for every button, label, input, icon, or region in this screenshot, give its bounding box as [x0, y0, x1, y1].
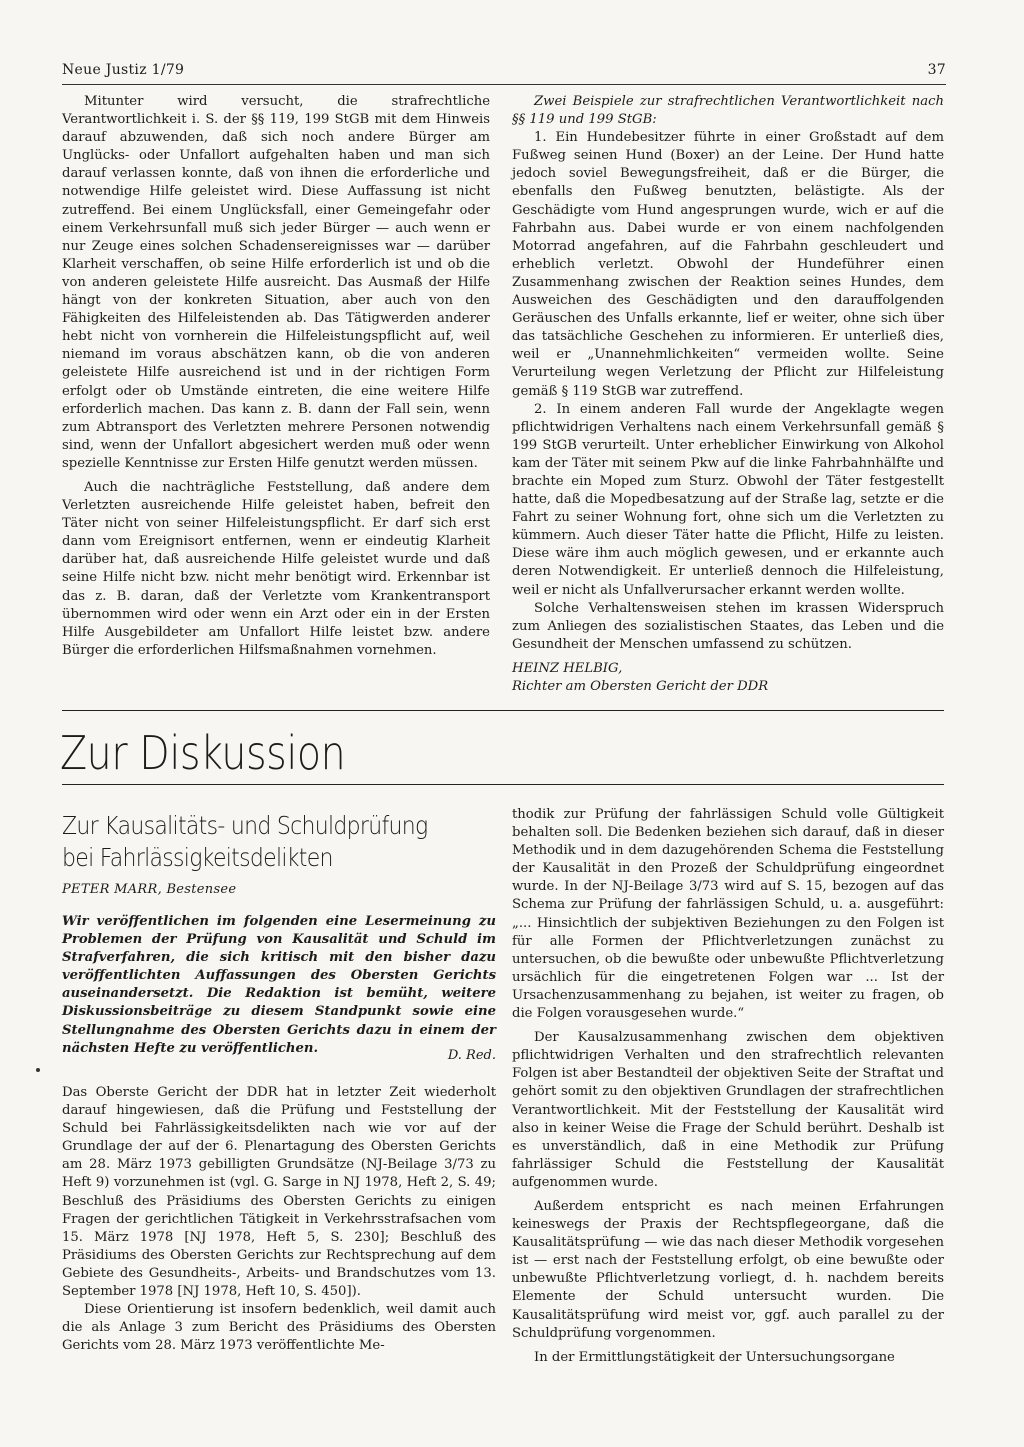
- author-name: HEINZ HELBIG,: [512, 660, 623, 676]
- section-divider-top: [62, 710, 944, 711]
- paragraph: Solche Verhaltensweisen stehen im krassen Widerspruch zum Anliegen des sozialistischen Staates, das Leben und die Gesundheit der Menschen umfassend zu schützen.: [512, 600, 944, 652]
- right-column-top: [512, 93, 944, 696]
- article-title: [62, 810, 440, 874]
- left-column-top: [62, 93, 490, 660]
- paragraph: Auch die nachträgliche Feststellung, daß andere dem Verletzten ausreichende Hilfe geleistet haben, befreit den Täter nicht von seiner Hilfeleistungspflicht. Er darf sich erst dann vom Ereignisort entfernen, wenn er eindeutig Klarheit darüber hat, daß ausreichende Hilfe geleistet wurde und daß seine Hilfe nicht bzw. nicht mehr benötigt wird. Erkennbar ist das z. B. daran, daß der Verletzte vom Krankentransport übernommen wird oder wenn ein Arzt oder ein in der Ersten Hilfe Ausgebildeter am Unfallort Hilfe leistet bzw. andere Bürger die erforderlichen Hilfsmaßnahmen vornehmen.: [62, 479, 490, 658]
- paragraph: In der Ermittlungstätigkeit der Untersuchungsorgane: [534, 1349, 895, 1365]
- section-divider-bottom: [62, 784, 944, 785]
- section-title: Zur Diskussion: [60, 726, 346, 780]
- paragraph: Mitunter wird versucht, die strafrechtliche Verantwortlichkeit i. S. der §§ 119, 199 StGB mit dem Hinweis darauf abzuwenden, daß sich noch andere Bürger am Unglücks- oder Unfallort aufgehalten haben und man sich darauf verlassen konnte, daß von ihnen die erforderliche und notwendige Hilfe geleistet wird. Diese Auffassung ist nicht zutreffend. Bei einem Unglücksfall, einer Gemeingefahr oder einem Verkehrsunfall muß sich jeder Bürger — auch wenn er nur Zeuge eines solchen Schadensereignisses war — darüber Klarheit verschaffen, ob seine Hilfe erforderlich ist und ob die von anderen geleistete Hilfe ausreicht. Das Ausmaß der Hilfe hängt von der konkreten Situation, aber auch von den Fähigkeiten des Hilfeleistenden ab. Das Tätigwerden anderer hebt nicht von vornherein die Hilfeleistungspflicht auf, weil niemand im voraus abschätzen kann, ob die von anderen geleistete Hilfe ausreichend ist und in der richtigen Form erfolgt oder ob Umstände eintreten, die eine weitere Hilfe erforderlich machen. Das kann z. B. dann der Fall sein, wenn zum Abtransport des Verletzten mehrere Personen notwendig sind, wenn der Unfallort abgesichert werden muß oder wenn spezielle Kenntnisse zur Ersten Hilfe genutzt werden müssen.: [62, 94, 490, 471]
- article-byline: PETER MARR, Bestensee: [62, 882, 237, 897]
- journal-title: Neue Justiz 1/79: [62, 62, 185, 78]
- page-header: [62, 60, 946, 85]
- article-left-column: [62, 1084, 496, 1355]
- page-number: 37: [927, 62, 946, 78]
- paragraph: 2. In einem anderen Fall wurde der Angeklagte wegen pflichtwidrigen Verhaltens nach einem Verkehrsunfall gemäß § 199 StGB verurteilt. Unter erheblicher Einwirkung von Alkohol kam der Täter mit seinem Pkw auf die linke Fahrbahnhälfte und brachte ein Moped zum Sturz. Obwohl der Täter festgestellt hatte, daß die Mopedbesatzung auf der Straße lag, setzte er die Fahrt zu seiner Wohnung fort, ohne sich um die Verletzten zu kümmern. Auch dieser Täter hatte die Pflicht, Hilfe zu leisten. Diese wäre ihm auch möglich gewesen, und er erkannte auch deren Notwendigkeit. Er unterließ dennoch die Hilfeleistung, weil er nicht als Unfallverursacher erkannt werden wollte.: [512, 401, 944, 598]
- margin-mark: [36, 1068, 40, 1072]
- paragraph: Diese Orientierung ist insofern bedenklich, weil damit auch die als Anlage 3 zum Bericht des Präsidiums des Obersten Gerichts vom 28. März 1973 veröffentlichte Me-: [62, 1302, 496, 1354]
- paragraph: Das Oberste Gericht der DDR hat in letzter Zeit wiederholt darauf hingewiesen, daß die Prüfung und Feststellung der Schuld bei Fahrlässigkeitsdelikten nach wie vor auf der Grundlage der auf der 6. Plenartagung des Obersten Gerichts am 28. März 1973 gebilligten Grundsätze (NJ-Beilage 3/73 zu Heft 9) vorzunehmen ist (vgl. G. Sarge in NJ 1978, Heft 2, S. 49; Beschluß des Präsidiums des Obersten Gerichts zu einigen Fragen der gerichtlichen Tätigkeit in Verkehrsstrafsachen vom 15. März 1978 [NJ 1978, Heft 5, S. 230]; Beschluß des Präsidiums des Obersten Gerichts zur Rechtsprechung auf dem Gebiete des Gesundheits-, Arbeits- und Brandschutzes vom 13. September 1978 [NJ 1978, Heft 10, S. 450]).: [62, 1085, 496, 1300]
- editorial-signature: D. Red.: [447, 1048, 496, 1063]
- article-title-line-2: bei Fahrlässigkeitsdelikten: [62, 843, 333, 872]
- paragraph: 1. Ein Hundebesitzer führte in einer Großstadt auf dem Fußweg seinen Hund (Boxer) an der Leine. Der Hund hatte jedoch soviel Bewegungsfreiheit, daß er die Bürger, die ebenfalls den Fußweg benutzten, belästigte. Als der Geschädigte vom Hund angesprungen wurde, wich er auf die Fahrbahn aus. Dabei wurde er von einem nachfolgenden Motorrad angefahren, auf die Fahrbahn geschleudert und erheblich verletzt. Obwohl der Hundeführer einen Zusammenhang zwischen der Reaktion seines Hundes, dem Ausweichen des Geschädigten und den darauffolgenden Geräuschen des Unfalls erkannte, lief er weiter, ohne sich über das tatsächliche Geschehen zu informieren. Er unterließ dies, weil er „Unannehmlichkeiten“ vermeiden wollte. Seine Verurteilung wegen Verletzung der Pflicht zur Hilfeleistung gemäß § 119 StGB war zutreffend.: [512, 130, 944, 399]
- paragraph: Der Kausalzusammenhang zwischen dem objektiven pflichtwidrigen Verhalten und den strafrechtlich relevanten Folgen ist aber Bestandteil der objektiven Seite der Straftat und gehört somit zu den objektiven Grundlagen der strafrechtlichen Verantwortlichkeit. Mit der Feststellung der Kausalität wird also in keiner Weise die Frage der Schuld berührt. Deshalb ist es unverständlich, daß in eine Methodik zur Prüfung fahrlässiger Schuld die Feststellung der Kausalität aufgenommen wurde.: [512, 1030, 944, 1190]
- editorial-intro: Wir veröffentlichen im folgenden eine Lesermeinung zu Problemen der Prüfung von Kausalität und Schuld im Strafverfahren, die sich kritisch mit den bisher dazu veröffentlichten Auffassungen des Obersten Gerichts auseinandersetzt. Die Redaktion ist bemüht, weitere Diskussionsbeiträge zu diesem Standpunkt sowie eine Stellungnahme des Obersten Gerichts dazu in einem der nächsten Hefte zu veröffentlichen.: [62, 914, 496, 1056]
- article-title-line-1: Zur Kausalitäts- und Schuldprüfung: [62, 811, 428, 840]
- article-right-column: [512, 806, 944, 1367]
- paragraph: Außerdem entspricht es nach meinen Erfahrungen keineswegs der Praxis der Rechtspflegeorgane, daß die Kausalitätsprüfung — wie das nach dieser Methodik vorgesehen ist — erst nach der Feststellung erfolgt, ob eine bewußte oder unbewußte Pflichtverletzung vorliegt, d. h. nachdem bereits Elemente der Schuld untersucht wurden. Die Kausalitätsprüfung wird meist vor, ggf. auch parallel zu der Schuldprüfung vorgenommen.: [512, 1198, 944, 1341]
- examples-heading: Zwei Beispiele zur strafrechtlichen Verantwortlichkeit nach §§ 119 und 199 StGB:: [512, 94, 944, 128]
- paragraph: thodik zur Prüfung der fahrlässigen Schuld volle Gültigkeit behalten soll. Die Bedenken beziehen sich darauf, daß in dieser Methodik und in dem dazugehörenden Schema die Feststellung der Kausalität in den Prozeß der Schuldprüfung eingeordnet wurde. In der NJ-Beilage 3/73 wird auf S. 15, bezogen auf das Schema zur Prüfung der fahrlässigen Schuld, u. a. ausgeführt: „... Hinsichtlich der subjektiven Beziehungen zu den Folgen ist für alle Formen der Pflichtverletzungen zunächst zu untersuchen, ob die bewußte oder unbewußte Pflichtverletzung ursächlich für die eingetretenen Folgen war ... Ist der Ursachenzusammenhang zu bejahen, ist weiter zu fragen, ob die Folgen vorausgesehen wurde.“: [512, 807, 944, 1022]
- author-title: Richter am Obersten Gericht der DDR: [512, 679, 769, 694]
